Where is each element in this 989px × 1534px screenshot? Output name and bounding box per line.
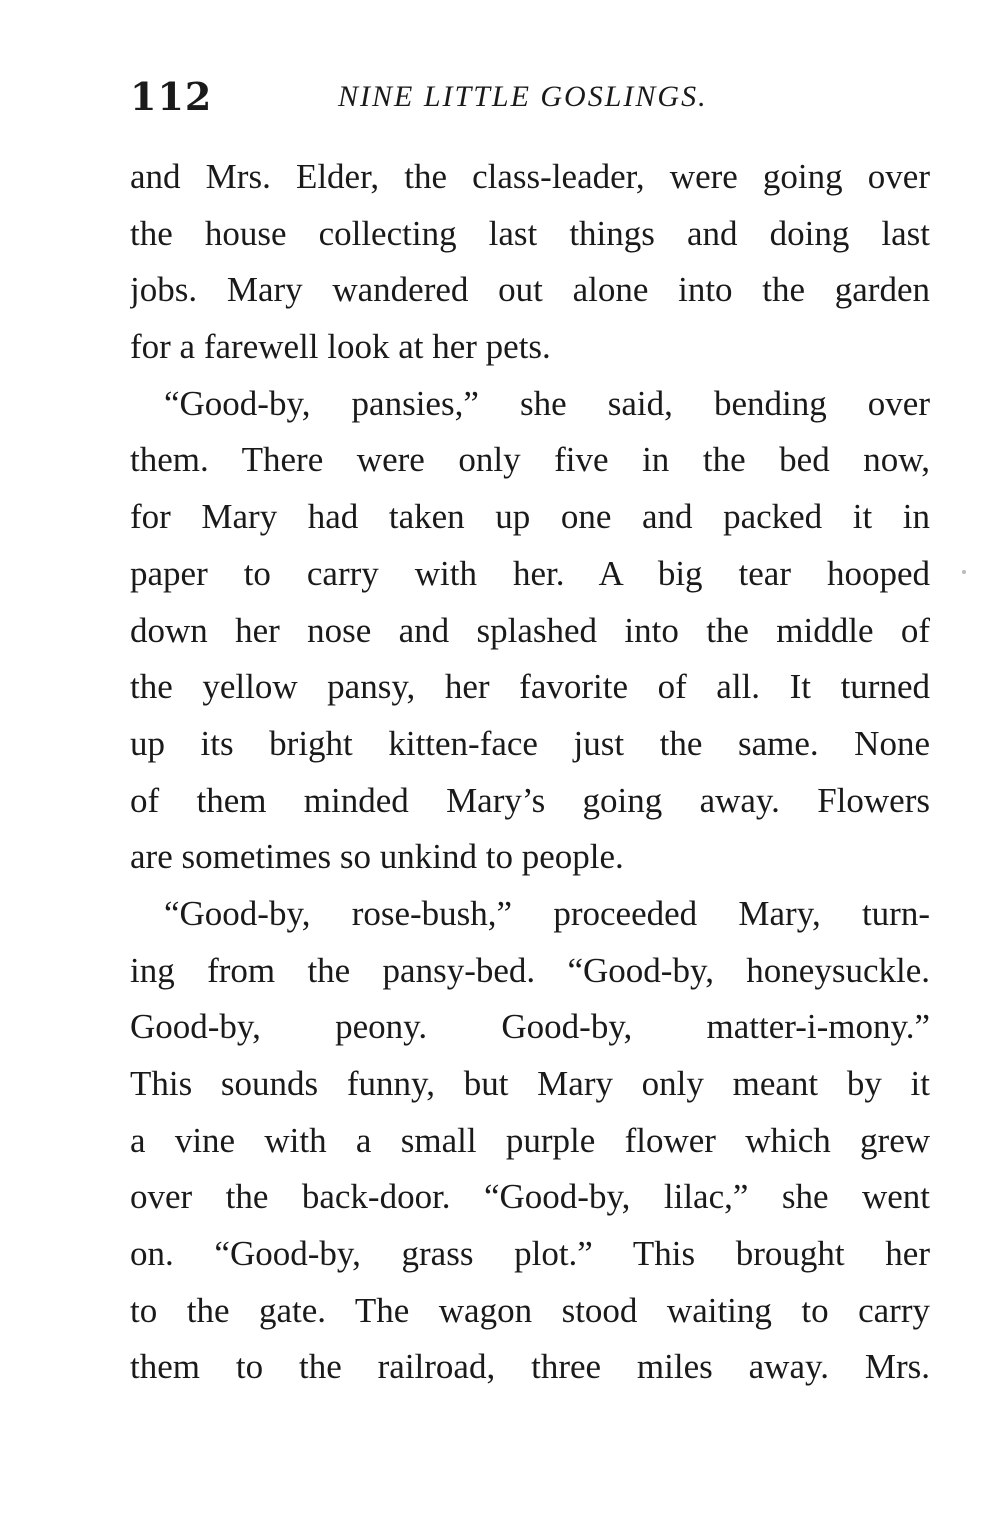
text-line: paper to carry with her. A big tear hooped xyxy=(130,553,930,593)
text-line: the yellow pansy, her favorite of all. It turned xyxy=(130,667,930,707)
text-line: “Good-by, pansies,” she said, bending over xyxy=(164,383,930,423)
body-text xyxy=(130,149,930,1396)
text-line: down her nose and splashed into the middle of xyxy=(130,610,930,650)
running-head: NINE LITTLE GOSLINGS. xyxy=(338,80,708,113)
text-line: over the back-door. “Good-by, lilac,” she went xyxy=(130,1177,930,1217)
page-header xyxy=(130,74,930,124)
text-line: are sometimes so unkind to people. xyxy=(130,837,624,877)
text-line: to the gate. The wagon stood waiting to carry xyxy=(130,1290,930,1330)
text-line: Good-by, peony. Good-by, matter-i-mony.” xyxy=(130,1007,930,1047)
text-line: “Good-by, rose-bush,” proceeded Mary, turn- xyxy=(164,893,930,933)
text-line: jobs. Mary wandered out alone into the garden xyxy=(130,270,930,310)
text-line: of them minded Mary’s going away. Flowers xyxy=(130,780,930,820)
print-speck xyxy=(962,570,966,574)
page-number: 112 xyxy=(130,74,213,119)
text-line: them to the railroad, three miles away. Mrs. xyxy=(130,1347,930,1387)
text-line: up its bright kitten-face just the same. None xyxy=(130,723,930,763)
text-line: This sounds funny, but Mary only meant by it xyxy=(130,1064,930,1103)
text-line: and Mrs. Elder, the class-leader, were going over xyxy=(130,157,930,196)
text-line: for a farewell look at her pets. xyxy=(130,327,551,367)
text-line: ing from the pansy-bed. “Good-by, honeysuckle. xyxy=(130,950,930,990)
text-line: for Mary had taken up one and packed it in xyxy=(130,497,930,537)
text-line: on. “Good-by, grass plot.” This brought her xyxy=(130,1234,930,1274)
text-line: them. There were only five in the bed now, xyxy=(130,440,930,480)
text-line: a vine with a small purple flower which grew xyxy=(130,1120,930,1160)
text-line: the house collecting last things and doing last xyxy=(130,213,930,253)
